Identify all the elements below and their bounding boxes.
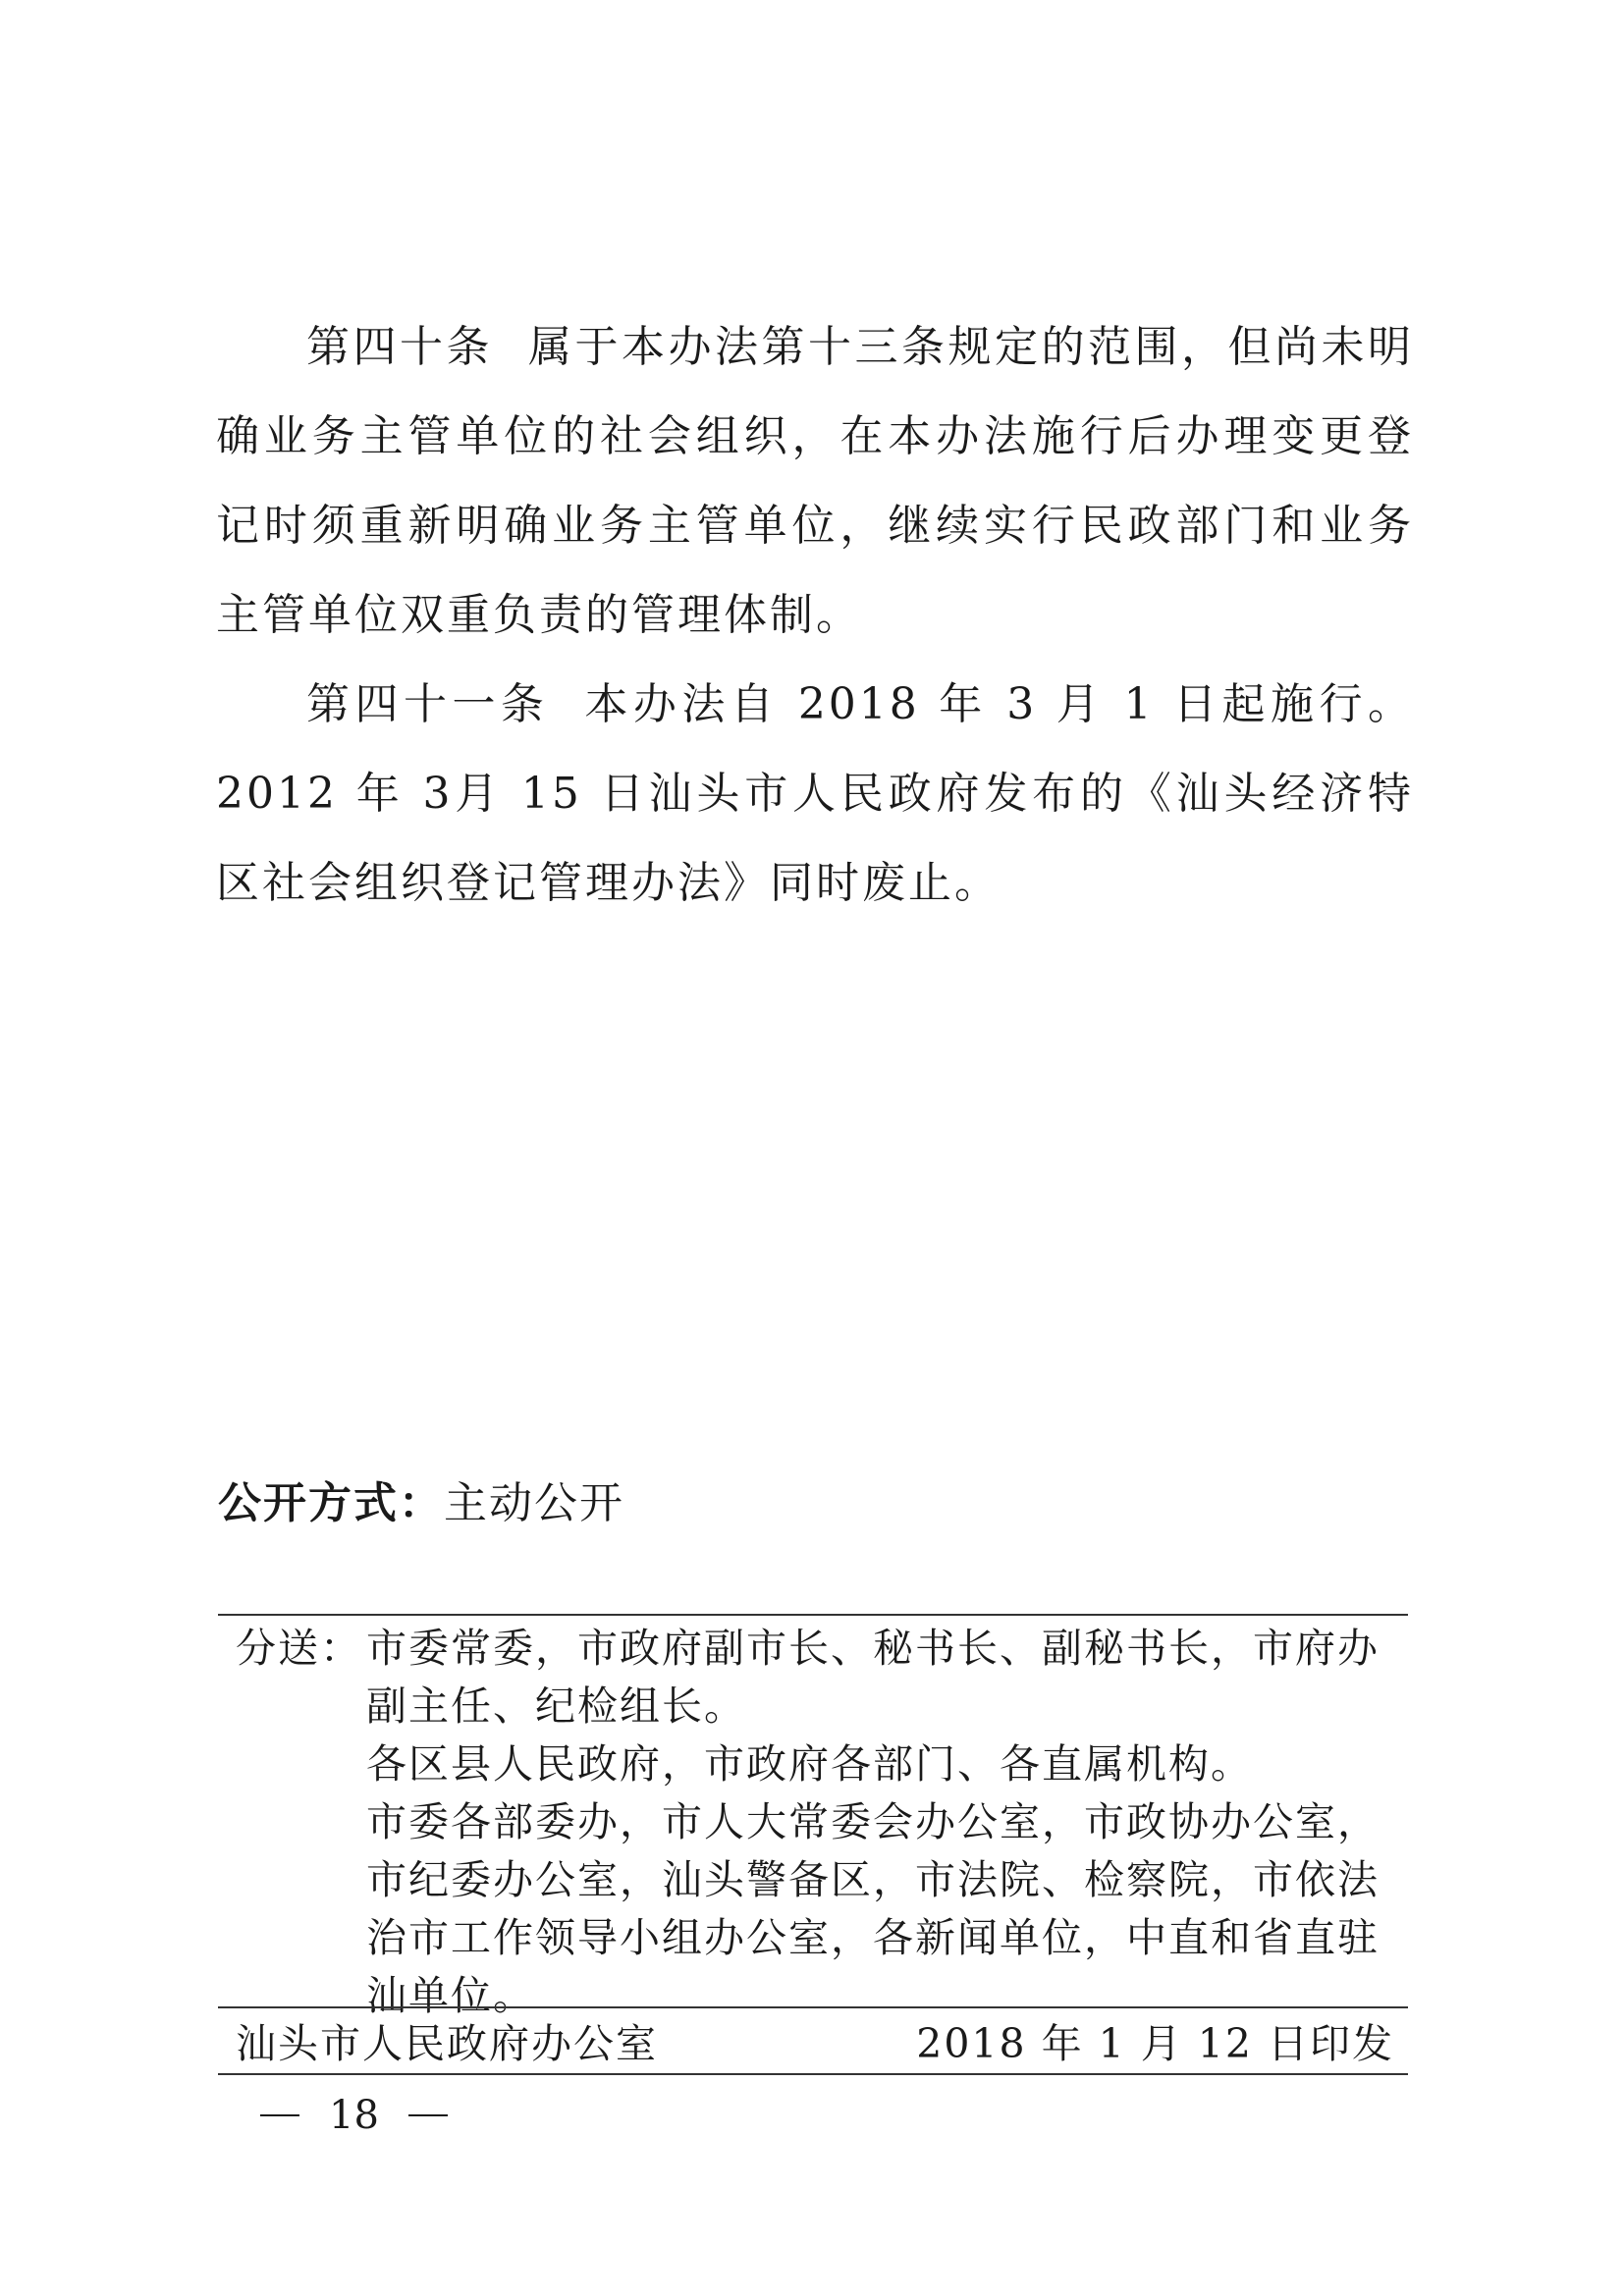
distribution-line: 治市工作领导小组办公室，各新闻单位，中直和省直驻: [366, 1914, 1380, 1961]
distribution-line: 市委各部委办，市人大常委会办公室，市政协办公室，: [366, 1798, 1380, 1845]
top-divider: [218, 1614, 1408, 1616]
distribution-list: [236, 1620, 1404, 2025]
article-41-line-3: 理办法》同时废止。: [585, 858, 1001, 908]
distribution-line: 各区县人民政府，市政府各部门、各直属机构。: [366, 1740, 1253, 1788]
issuing-footer: [236, 2016, 1394, 2071]
article-41-line-2: 月 15 日汕头市人民政府发布的《汕头经济特区社会组织登记管: [216, 769, 1414, 908]
article-41: [216, 660, 1414, 928]
distribution-line: 市委常委，市政府副市长、秘书长、副秘书长，市府办: [366, 1625, 1380, 1672]
disclosure-method: [218, 1474, 624, 1533]
article-41-paragraph: [216, 660, 1414, 928]
article-40-line-4: 重负责的管理体制。: [447, 590, 862, 640]
disclosure-label: 公开方式：: [218, 1478, 444, 1528]
dash-right: [408, 2114, 448, 2116]
issuer-name: 汕头市人民政府办公室: [236, 2020, 658, 2067]
middle-divider: [218, 2006, 1408, 2008]
article-40-line-2: 业务主管单位的社会组织，在本办法施行后办理变更登记时须: [216, 411, 1414, 551]
article-40-number: 第四十条: [306, 322, 493, 372]
article-40-paragraph: [216, 302, 1414, 660]
distribution-line: 副主任、纪检组长。: [366, 1682, 746, 1730]
article-40: [216, 302, 1414, 660]
dash-left: [260, 2114, 299, 2116]
article-41-line-1: 本办法自 2018 年 3 月 1 日起施行。2012 年 3: [216, 679, 1415, 819]
bottom-divider: [218, 2073, 1408, 2075]
page-number-value: 18: [329, 2093, 379, 2138]
page-number: [260, 2088, 448, 2143]
distribution-line: 汕单位。: [366, 1972, 535, 2019]
distribution-line: 市纪委办公室，汕头警备区，市法院、检察院，市依法: [366, 1856, 1380, 1903]
article-40-line-1: 属于本办法第十三条规定的范围，但尚未明确: [216, 322, 1414, 461]
article-41-number: 第四十一条: [306, 679, 550, 729]
article-40-line-3: 重新明确业务主管单位，继续实行民政部门和业务主管单位双: [216, 501, 1414, 640]
disclosure-value: 主动公开: [444, 1478, 624, 1528]
distribution-recipients: [366, 1620, 1404, 2025]
issue-date: 2018 年 1 月 12 日印发: [916, 2020, 1394, 2067]
distribution-label: 分送：: [236, 1625, 362, 1672]
